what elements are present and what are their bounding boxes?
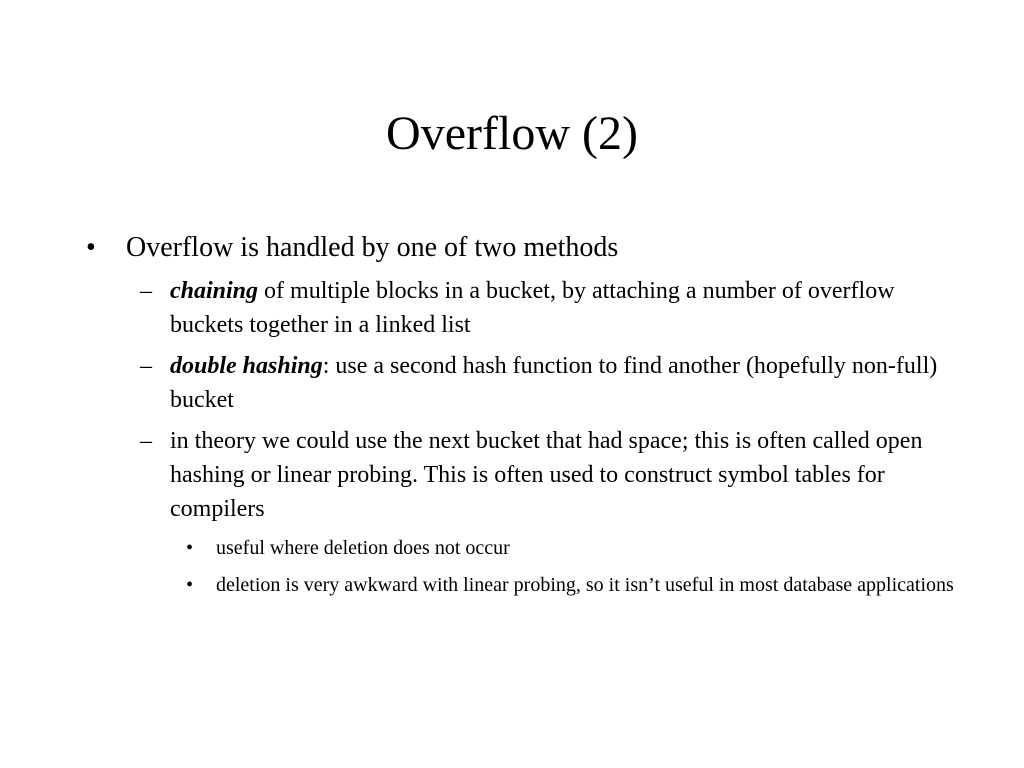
bullet-item-main: [86, 230, 956, 266]
sub-bullet-text: : use a second hash function to find another (hopefully non-full) bucket: [170, 353, 938, 413]
sub-bullet-double-hashing: [130, 349, 956, 417]
sub-sub-bullet-deletion-awkward: [184, 570, 956, 600]
bullet-marker: •: [86, 232, 96, 263]
sub-bullet-linear-probing: [130, 424, 956, 526]
term-double-hashing: double hashing: [170, 353, 323, 379]
dash-marker: –: [140, 353, 152, 379]
sub-sub-bullet-text: useful where deletion does not occur: [216, 537, 510, 559]
sub-bullet-text: of multiple blocks in a bucket, by attaching a number of overflow buckets together in a linked list: [170, 278, 895, 338]
slide-content: [86, 230, 956, 607]
sub-sub-bullet-text: deletion is very awkward with linear probing, so it isn’t useful in most database applications: [216, 574, 954, 596]
slide-title: Overflow (2): [386, 107, 638, 160]
sub-bullet-chaining: [130, 274, 956, 342]
dash-marker: –: [140, 278, 152, 304]
small-bullet-marker: •: [186, 537, 194, 559]
sub-bullet-text: in theory we could use the next bucket that had space; this is often called open hashing or linear probing. This is often used to construct symbol tables for compilers: [170, 428, 923, 522]
small-bullet-marker: •: [186, 574, 194, 596]
sub-sub-bullet-deletion-absent: [184, 533, 956, 563]
term-chaining: chaining: [170, 278, 259, 304]
bullet-text: Overflow is handled by one of two methods: [126, 232, 619, 263]
dash-marker: –: [140, 428, 152, 454]
